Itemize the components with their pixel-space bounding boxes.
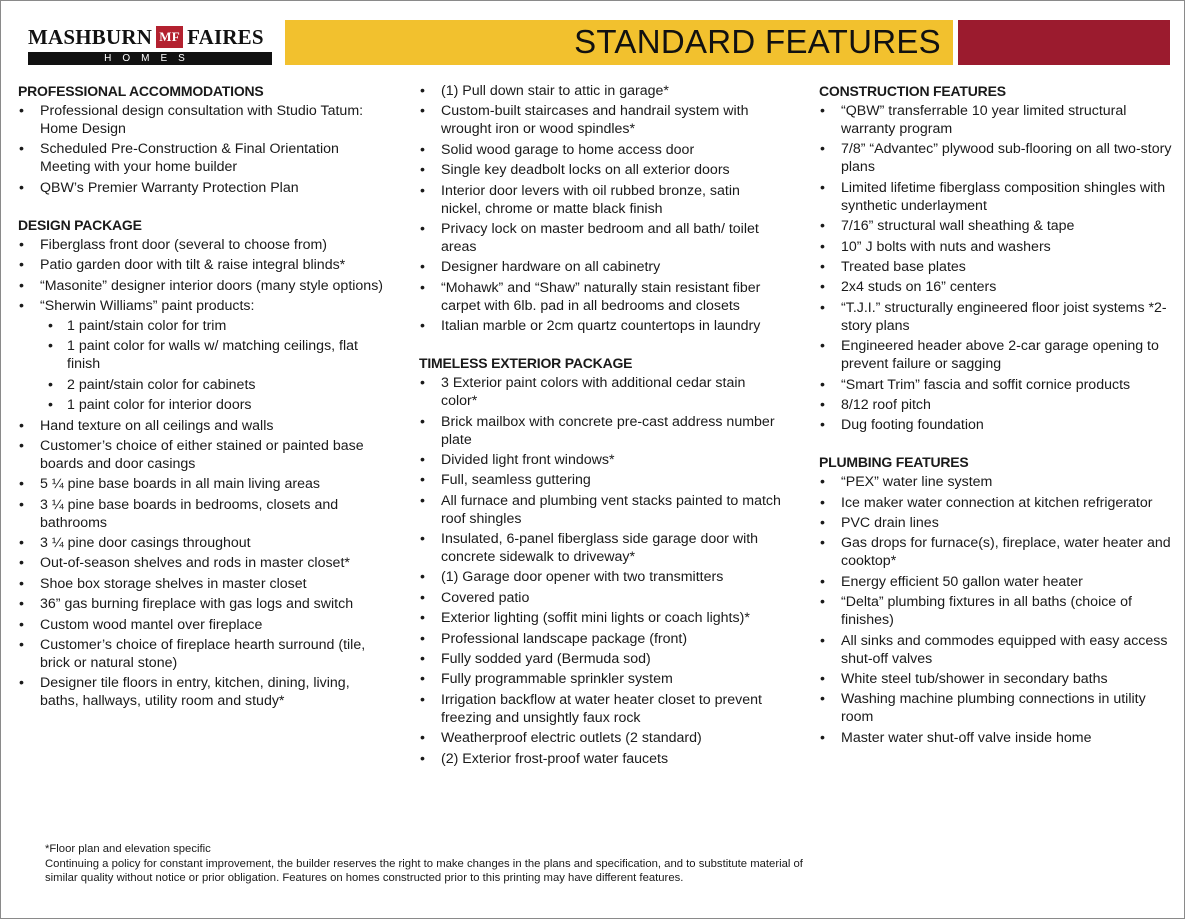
feature-item-text: Exterior lighting (soffit mini lights or coach lights)* bbox=[441, 610, 750, 627]
feature-subitem: • 1 paint color for interior doors bbox=[40, 396, 383, 414]
feature-item-text: 5 ¼ pine base boards in all main living areas bbox=[40, 476, 320, 493]
feature-item-text: Designer hardware on all cabinetry bbox=[441, 259, 661, 276]
feature-subitem: • 1 paint color for walls w/ matching ceilings, flat finish bbox=[40, 337, 383, 373]
feature-item bbox=[419, 609, 784, 627]
feature-item bbox=[419, 451, 784, 469]
feature-list bbox=[18, 236, 383, 711]
feature-item-text: Out-of-season shelves and rods in master closet* bbox=[40, 555, 350, 572]
feature-item-text: “Masonite” designer interior doors (many style options) bbox=[40, 277, 384, 294]
feature-item-text: Fully programmable sprinkler system bbox=[441, 671, 673, 688]
section-heading: PROFESSIONAL ACCOMMODATIONS bbox=[18, 83, 264, 99]
feature-item-text: Fully sodded yard (Bermuda sod) bbox=[441, 651, 651, 668]
feature-item bbox=[819, 573, 1174, 591]
feature-item bbox=[419, 279, 784, 315]
feature-item bbox=[18, 575, 383, 593]
feature-item bbox=[18, 256, 383, 274]
footer bbox=[45, 842, 825, 886]
feature-item bbox=[819, 632, 1174, 668]
feature-item bbox=[18, 534, 383, 552]
feature-item bbox=[18, 102, 383, 138]
feature-item bbox=[18, 475, 383, 493]
feature-item-text: Designer tile floors in entry, kitchen, dining, living, baths, hallways, utility room and study* bbox=[40, 675, 350, 710]
feature-item-text: 3 Exterior paint colors with additional cedar stain color* bbox=[441, 375, 746, 410]
feature-item-text: Patio garden door with tilt & raise integral blinds* bbox=[40, 257, 346, 274]
feature-item bbox=[18, 437, 383, 473]
feature-item bbox=[419, 729, 784, 747]
feature-item bbox=[819, 670, 1174, 688]
feature-item bbox=[819, 337, 1174, 373]
feature-item-text: Professional design consultation with Studio Tatum: Home Design bbox=[40, 103, 364, 137]
feature-item-text: Irrigation backflow at water heater closet to prevent freezing and unsightly faux rock bbox=[441, 691, 762, 726]
company-logo bbox=[28, 24, 278, 68]
feature-item bbox=[419, 102, 784, 138]
feature-section bbox=[419, 82, 784, 335]
feature-item bbox=[18, 179, 383, 197]
feature-item-text: Single key deadbolt locks on all exterior doors bbox=[441, 162, 730, 179]
feature-item-text: Shoe box storage shelves in master closet bbox=[40, 575, 307, 592]
feature-item-text: 7/16” structural wall sheathing & tape bbox=[841, 218, 1075, 235]
feature-item bbox=[819, 179, 1174, 215]
feature-section bbox=[819, 453, 1174, 747]
feature-item bbox=[419, 471, 784, 489]
feature-item-text: (1) Garage door opener with two transmitters bbox=[441, 569, 724, 586]
section-heading: DESIGN PACKAGE bbox=[18, 216, 142, 233]
feature-item-text: Interior door levers with oil rubbed bronze, satin nickel, chrome or matte black finish bbox=[441, 182, 740, 217]
header-red-bar bbox=[958, 20, 1170, 65]
feature-item-text: Scheduled Pre-Construction & Final Orientation Meeting with your home builder bbox=[40, 141, 339, 176]
feature-item bbox=[419, 161, 784, 179]
feature-item-text: Divided light front windows* bbox=[441, 451, 615, 468]
logo-left-word: MASHBURN bbox=[28, 24, 153, 49]
page-title: STANDARD FEATURES bbox=[574, 23, 941, 60]
feature-item-text: All furnace and plumbing vent stacks painted to match roof shingles bbox=[441, 492, 781, 527]
feature-item bbox=[819, 534, 1174, 570]
column-middle bbox=[419, 82, 784, 787]
feature-item-text: Customer’s choice of fireplace hearth surround (tile, brick or natural stone) bbox=[40, 637, 366, 672]
logo-monogram: MF bbox=[156, 26, 183, 48]
feature-item-text: Professional landscape package (front) bbox=[441, 630, 688, 647]
feature-item-text: 8/12 roof pitch bbox=[841, 396, 931, 413]
feature-item-text: Privacy lock on master bedroom and all bath/ toilet areas bbox=[441, 220, 759, 255]
feature-sublist bbox=[40, 317, 383, 414]
feature-item bbox=[819, 396, 1174, 414]
feature-item bbox=[819, 140, 1174, 176]
feature-item bbox=[819, 690, 1174, 726]
feature-subitem: • 1 paint/stain color for trim bbox=[40, 317, 383, 335]
feature-item-text: “Mohawk” and “Shaw” naturally stain resistant fiber carpet with 6lb. pad in all bedrooms and closets bbox=[441, 279, 761, 314]
feature-item-text: 10” J bolts with nuts and washers bbox=[841, 238, 1051, 255]
feature-item bbox=[18, 236, 383, 254]
feature-item-text: All sinks and commodes equipped with easy access shut-off valves bbox=[841, 632, 1168, 667]
feature-item-text: Engineered header above 2-car garage opening to prevent failure or sagging bbox=[841, 338, 1159, 373]
feature-item bbox=[18, 496, 383, 532]
feature-item bbox=[419, 630, 784, 648]
feature-item bbox=[419, 750, 784, 768]
feature-item bbox=[419, 650, 784, 668]
feature-item bbox=[419, 220, 784, 256]
feature-item-text: Hand texture on all ceilings and walls bbox=[40, 417, 274, 434]
feature-item bbox=[419, 82, 784, 100]
feature-item-text: Brick mailbox with concrete pre-cast address number plate bbox=[441, 413, 775, 448]
feature-item-text: “T.J.I.” structurally engineered floor joist systems *2-story plans bbox=[841, 299, 1167, 334]
feature-item-text: Solid wood garage to home access door bbox=[441, 141, 695, 158]
feature-item-text: 3 ¼ pine base boards in bedrooms, closets and bathrooms bbox=[40, 496, 339, 531]
feature-item bbox=[18, 140, 383, 176]
logo-right-word: FAIRES bbox=[187, 24, 264, 49]
feature-section bbox=[819, 82, 1174, 434]
feature-item bbox=[819, 473, 1174, 491]
feature-section bbox=[18, 216, 383, 711]
feature-item-text: “Sherwin Williams” paint products: bbox=[40, 297, 255, 314]
feature-item-text: 36” gas burning fireplace with gas logs and switch bbox=[40, 596, 354, 613]
feature-item bbox=[18, 636, 383, 672]
feature-item bbox=[819, 278, 1174, 296]
feature-item bbox=[419, 258, 784, 276]
feature-item-text: “Smart Trim” fascia and soffit cornice products bbox=[841, 376, 1131, 393]
feature-item bbox=[819, 102, 1174, 138]
feature-item bbox=[18, 554, 383, 572]
feature-item bbox=[18, 297, 383, 414]
feature-item bbox=[419, 691, 784, 727]
feature-list bbox=[18, 102, 383, 197]
feature-item-text: Washing machine plumbing connections in utility room bbox=[841, 691, 1146, 726]
column-left bbox=[18, 82, 383, 729]
feature-item bbox=[819, 514, 1174, 532]
feature-list bbox=[419, 82, 784, 335]
feature-section bbox=[18, 82, 383, 197]
feature-item-text: (1) Pull down stair to attic in garage* bbox=[441, 83, 669, 99]
feature-item bbox=[819, 416, 1174, 434]
feature-item-text: Covered patio bbox=[441, 589, 530, 606]
feature-item-text: Insulated, 6-panel fiberglass side garage door with concrete sidewalk to driveway* bbox=[441, 531, 759, 566]
feature-item bbox=[419, 182, 784, 218]
feature-item-text: Full, seamless guttering bbox=[441, 472, 591, 489]
feature-item bbox=[419, 492, 784, 528]
logo-wordmark bbox=[28, 24, 278, 50]
feature-item-text: “PEX” water line system bbox=[841, 474, 993, 491]
feature-subitem: • 2 paint/stain color for cabinets bbox=[40, 376, 383, 394]
feature-item bbox=[18, 674, 383, 710]
feature-item bbox=[18, 277, 383, 295]
section-heading: CONSTRUCTION FEATURES bbox=[819, 83, 1006, 99]
feature-item bbox=[419, 530, 784, 566]
feature-item-text: 7/8” “Advantec” plywood sub-flooring on all two-story plans bbox=[841, 141, 1172, 176]
feature-item-text: Weatherproof electric outlets (2 standard) bbox=[441, 730, 702, 747]
footer-disclaimer: Continuing a policy for constant improvement, the builder reserves the right to make changes in the plans and specification, and to substitute material of similar quality without notice or prior obligation. Features on homes constructed prior to this printing may have different features. bbox=[45, 857, 803, 884]
feature-item-text: 2x4 studs on 16” centers bbox=[841, 279, 997, 296]
column-right bbox=[819, 82, 1174, 766]
feature-item bbox=[419, 589, 784, 607]
logo-subtitle: HOMES bbox=[28, 52, 272, 65]
feature-item-text: 3 ¼ pine door casings throughout bbox=[40, 535, 251, 552]
feature-list bbox=[419, 374, 784, 767]
feature-item bbox=[819, 376, 1174, 394]
section-heading: PLUMBING FEATURES bbox=[819, 454, 969, 471]
feature-item bbox=[419, 568, 784, 586]
feature-item-text: Italian marble or 2cm quartz countertops in laundry bbox=[441, 318, 761, 335]
feature-item-text: Dug footing foundation bbox=[841, 417, 984, 434]
feature-item bbox=[419, 374, 784, 410]
feature-item-text: Customer’s choice of either stained or painted base boards and door casings bbox=[40, 437, 364, 472]
feature-list bbox=[819, 102, 1174, 434]
feature-item bbox=[419, 317, 784, 335]
feature-item bbox=[819, 494, 1174, 512]
feature-item-text: Energy efficient 50 gallon water heater bbox=[841, 573, 1083, 590]
feature-item-text: (2) Exterior frost-proof water faucets bbox=[441, 750, 669, 767]
feature-item bbox=[819, 238, 1174, 256]
feature-item-text: Gas drops for furnace(s), fireplace, water heater and cooktop* bbox=[841, 535, 1171, 570]
feature-item bbox=[419, 141, 784, 159]
feature-item-text: QBW’s Premier Warranty Protection Plan bbox=[40, 179, 299, 196]
feature-item-text: Master water shut-off valve inside home bbox=[841, 729, 1092, 746]
feature-item bbox=[18, 616, 383, 634]
feature-item-text: “QBW” transferrable 10 year limited structural warranty program bbox=[841, 103, 1127, 137]
feature-item-text: Custom-built staircases and handrail system with wrought iron or wood spindles* bbox=[441, 103, 749, 138]
feature-item bbox=[819, 217, 1174, 235]
feature-item bbox=[18, 417, 383, 435]
feature-item-text: Ice maker water connection at kitchen refrigerator bbox=[841, 494, 1153, 511]
feature-item bbox=[819, 729, 1174, 747]
feature-item-text: PVC drain lines bbox=[841, 515, 939, 532]
section-heading: TIMELESS EXTERIOR PACKAGE bbox=[419, 355, 633, 372]
footer-note: *Floor plan and elevation specific bbox=[45, 843, 211, 855]
feature-item-text: Limited lifetime fiberglass composition shingles with synthetic underlayment bbox=[841, 179, 1166, 214]
feature-item bbox=[819, 258, 1174, 276]
feature-item bbox=[18, 595, 383, 613]
feature-item-text: Treated base plates bbox=[841, 258, 966, 275]
feature-item-text: White steel tub/shower in secondary baths bbox=[841, 671, 1108, 688]
feature-item-text: “Delta” plumbing fixtures in all baths (choice of finishes) bbox=[841, 594, 1132, 629]
feature-item bbox=[819, 593, 1174, 629]
feature-item bbox=[419, 670, 784, 688]
feature-item bbox=[819, 299, 1174, 335]
feature-item-text: Custom wood mantel over fireplace bbox=[40, 616, 263, 633]
feature-item bbox=[419, 413, 784, 449]
feature-list bbox=[819, 473, 1174, 747]
feature-item-text: Fiberglass front door (several to choose from) bbox=[40, 236, 328, 253]
feature-section bbox=[419, 354, 784, 767]
header-yellow-bar bbox=[285, 20, 953, 65]
